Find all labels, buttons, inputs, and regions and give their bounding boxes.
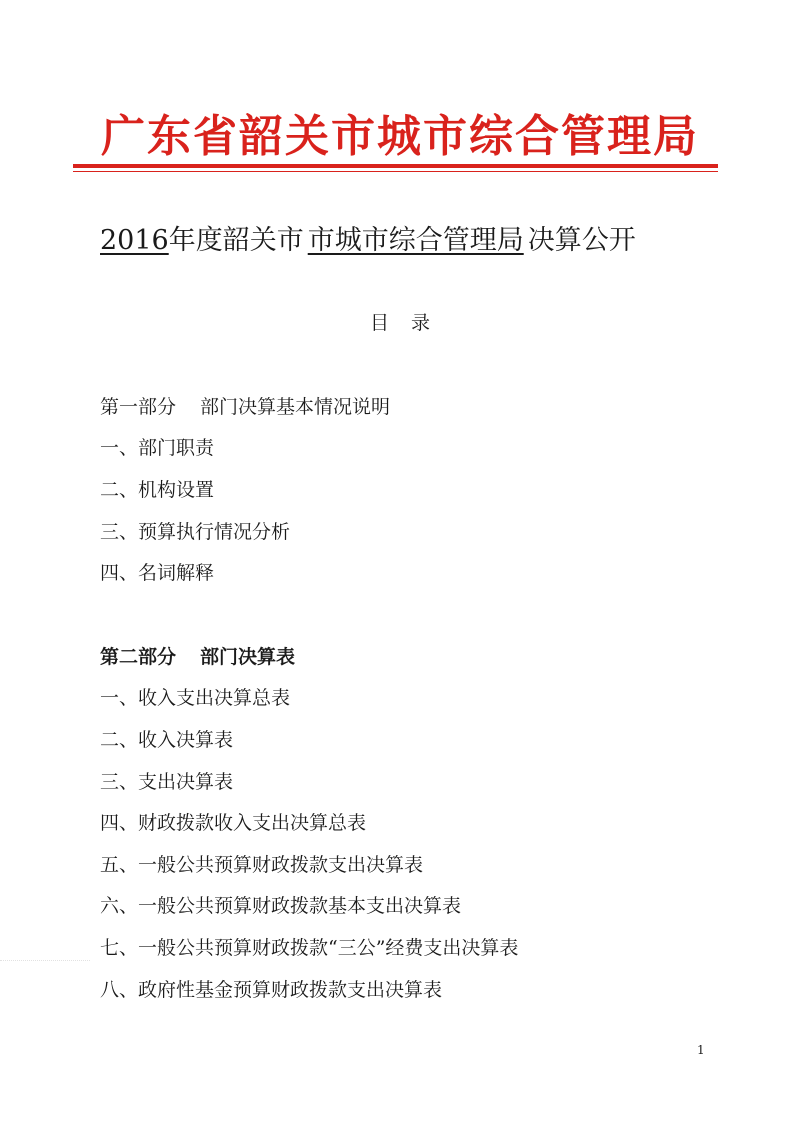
page-number: 1 [697,1043,705,1057]
title-mid: 年度韶关市 [168,225,304,256]
toc-part-2 [100,642,295,669]
title-dept: 市城市综合管理局 [307,225,524,256]
toc-part-1-label: 第一部分 [100,396,177,418]
toc-item: 一、部门职责 [100,437,215,459]
letterhead-org-name: 广东省韶关市城市综合管理局 [101,111,699,162]
toc-item: 二、机构设置 [100,479,215,501]
toc-item: 三、支出决算表 [100,771,234,793]
title-year: 2016 [100,225,169,256]
toc-part-1 [100,392,390,419]
toc-item: 六、一般公共预算财政拨款基本支出决算表 [100,895,462,917]
toc-item: 四、名词解释 [100,562,215,584]
toc-heading: 目录 [369,312,452,334]
toc-item: 二、收入决算表 [100,729,234,751]
toc-item: 四、财政拨款收入支出决算总表 [100,812,367,834]
scan-artifact [0,960,90,967]
toc-item: 一、收入支出决算总表 [100,687,291,709]
toc-part-1-title: 部门决算基本情况说明 [200,396,391,418]
letterhead-rule-thick [73,164,718,168]
toc-item: 七、一般公共预算财政拨款“三公”经费支出决算表 [100,937,519,959]
toc-part-2-title: 部门决算表 [200,646,296,668]
toc-item: 三、预算执行情况分析 [100,521,291,543]
letterhead-rule-thin [73,171,718,172]
toc-part-2-label: 第二部分 [100,646,177,668]
document-title [100,218,636,257]
toc-item: 八、政府性基金预算财政拨款支出决算表 [100,979,443,1001]
toc-item: 五、一般公共预算财政拨款支出决算表 [100,854,424,876]
title-suffix: 决算公开 [527,225,636,256]
